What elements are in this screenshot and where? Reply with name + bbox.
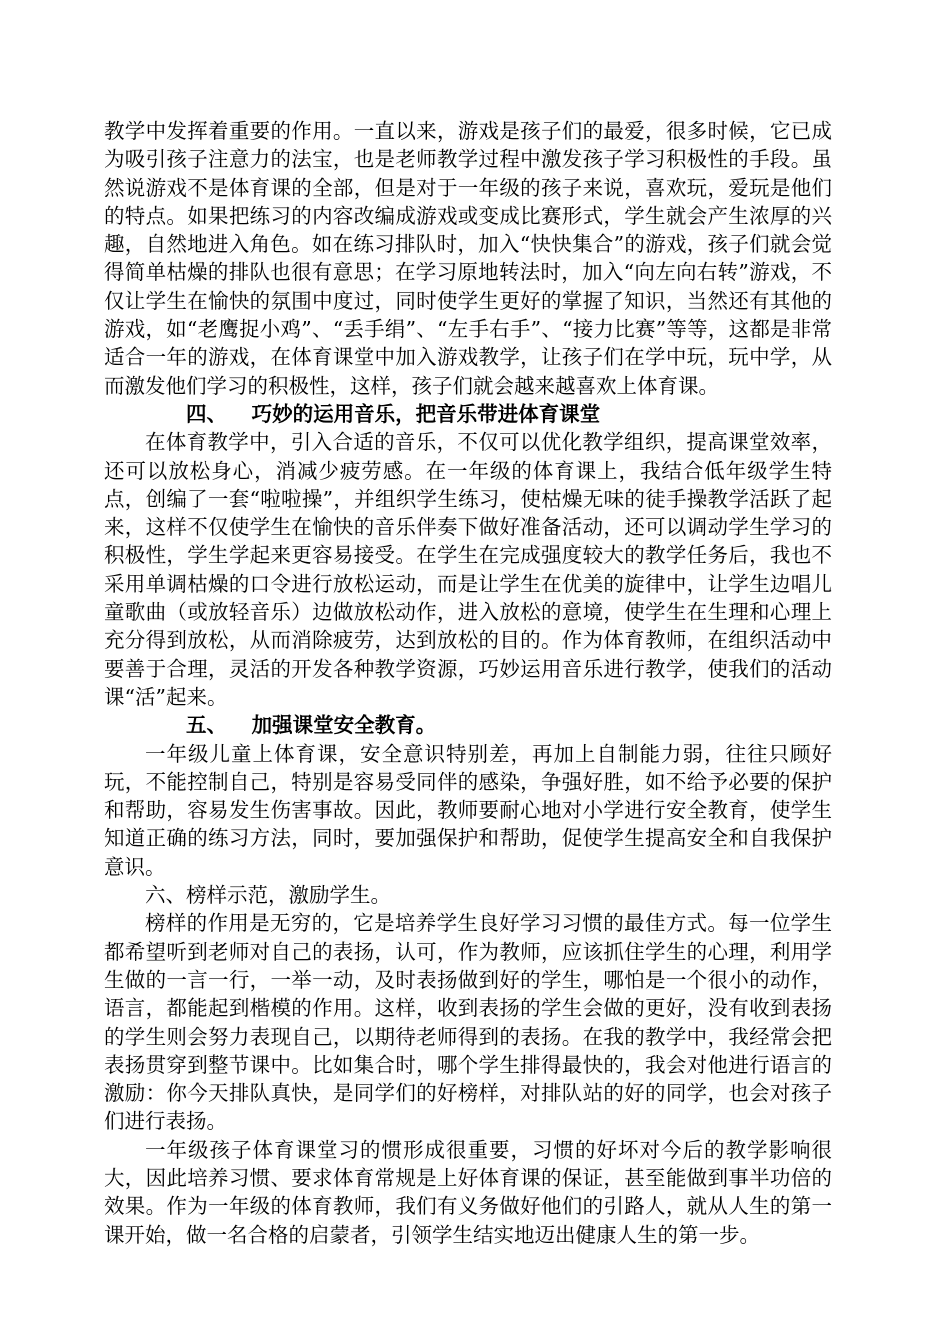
section-number-5: 五、 — [186, 713, 227, 738]
document-page — [104, 117, 832, 1249]
section-heading-5 — [104, 711, 832, 739]
section-title-4: 巧妙的运用音乐，把音乐带进体育课堂 — [251, 401, 601, 426]
paragraph-section-6: 榜样的作用是无穷的，它是培养学生良好学习习惯的最佳方式。每一位学生都希望听到老师对自己的表扬，认可，作为教师，应该抓住学生的心理，利用学生做的一言一行，一举一动，及时表扬做到好的学生，哪怕是一个很小的动作，语言，都能起到楷模的作用。这样，收到表扬的学生会做的更好，没有收到表扬的学生则会努力表现自己，以期待老师得到的表扬。在我的教学中，我经常会把表扬贯穿到整节课中。比如集合时，哪个学生排得最快的，我会对他进行语言的激励：你今天排队真快，是同学们的好榜样，对排队站的好的同学，也会对孩子们进行表扬。 — [104, 911, 832, 1134]
section-heading-6: 六、榜样示范，激励学生。 — [145, 883, 391, 908]
paragraph-section-4: 在体育教学中，引入合适的音乐，不仅可以优化教学组织，提高课堂效率，还可以放松身心，消减少疲劳感。在一年级的体育课上，我结合低年级学生特点，创编了一套“啦啦操”，并组织学生练习，使枯燥无味的徒手操教学活跃了起来，这样不仅使学生在愉快的音乐伴奏下做好准备活动，还可以调动学生学习的积极性，学生学起来更容易接受。在学生在完成强度较大的教学任务后，我也不采用单调枯燥的口令进行放松运动，而是让学生在优美的旋律中，让学生边唱儿童歌曲（或放轻音乐）边做放松动作，进入放松的意境，使学生在生理和心理上充分得到放松，从而消除疲劳，达到放松的目的。作为体育教师，在组织活动中要善于合理，灵活的开发各种教学资源，巧妙运用音乐进行教学，使我们的活动课“活”起来。 — [104, 430, 832, 709]
section-heading-4 — [104, 400, 832, 428]
paragraph-section-5: 一年级儿童上体育课，安全意识特别差，再加上自制能力弱，往往只顾好玩，不能控制自己，特别是容易受同伴的感染，争强好胜，如不给予必要的保护和帮助，容易发生伤害事故。因此，教师要耐心地对小学进行安全教育，使学生知道正确的练习方法，同时，要加强保护和帮助，促使学生提高安全和自我保护意识。 — [104, 741, 832, 879]
section-number-4: 四、 — [186, 401, 227, 426]
paragraph-conclusion: 一年级孩子体育课堂习的惯形成很重要，习惯的好坏对今后的教学影响很大，因此培养习惯、要求体育常规是上好体育课的保证，甚至能做到事半功倍的效果。作为一年级的体育教师，我们有义务做好他们的引路人，就从人生的第一课开始，做一名合格的启蒙者，引领学生结实地迈出健康人生的第一步。 — [104, 1137, 832, 1247]
section-title-5: 加强课堂安全教育。 — [251, 713, 437, 738]
paragraph-intro: 教学中发挥着重要的作用。一直以来，游戏是孩子们的最爱，很多时候，它已成为吸引孩子注意力的法宝，也是老师教学过程中激发孩子学习积极性的手段。虽然说游戏不是体育课的全部，但是对于一年级的孩子来说，喜欢玩，爱玩是他们的特点。如果把练习的内容改编成游戏或变成比赛形式，学生就会产生浓厚的兴趣，自然地进入角色。如在练习排队时，加入“快快集合”的游戏，孩子们就会觉得简单枯燥的排队也很有意思；在学习原地转法时，加入“向左向右转”游戏，不仅让学生在愉快的氛围中度过，同时使学生更好的掌握了知识，当然还有其他的游戏，如“老鹰捉小鸡”、“丢手绢”、“左手右手”、“接力比赛”等等，这都是非常适合一年的游戏，在体育课堂中加入游戏教学，让孩子们在学中玩，玩中学，从而激发他们学习的积极性，这样，孩子们就会越来越喜欢上体育课。 — [104, 119, 832, 398]
